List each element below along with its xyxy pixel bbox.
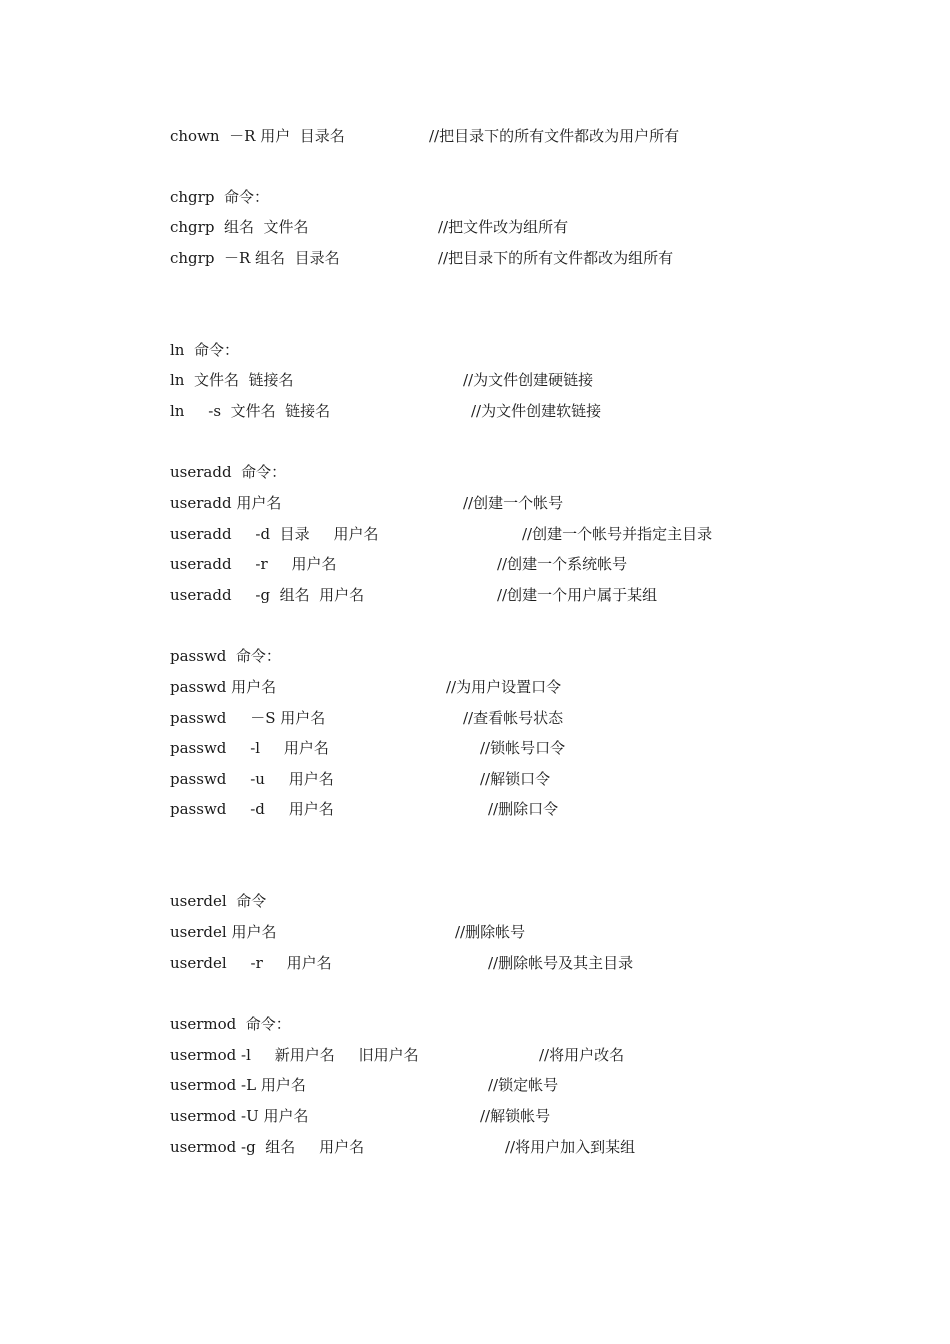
command-text: passwd -u 用户名	[170, 770, 334, 788]
section-heading-text: chgrp 命令：	[170, 188, 269, 206]
section-heading-text: passwd 命令：	[170, 647, 281, 665]
command-line	[0, 246, 950, 270]
command-line	[0, 399, 950, 423]
command-text: usermod -U 用户名	[170, 1107, 309, 1125]
command-comment: //创建一个系统帐号	[497, 555, 628, 573]
command-text: useradd -r 用户名	[170, 555, 337, 573]
section-heading	[0, 185, 950, 209]
section-heading-text: ln 命令：	[170, 341, 239, 359]
command-text: passwd -l 用户名	[170, 739, 329, 757]
command-line	[0, 215, 950, 239]
command-line	[0, 522, 950, 546]
command-text: chgrp 组名 文件名	[170, 218, 309, 236]
command-line	[0, 491, 950, 515]
command-comment: //查看帐号状态	[463, 709, 564, 727]
command-comment: //把目录下的所有文件都改为组所有	[438, 249, 674, 267]
section-heading	[0, 338, 950, 362]
command-comment: //把目录下的所有文件都改为用户所有	[429, 127, 680, 145]
command-line	[0, 583, 950, 607]
command-line	[0, 675, 950, 699]
command-comment: //为文件创建硬链接	[463, 371, 594, 389]
command-line	[0, 797, 950, 821]
command-line	[0, 1043, 950, 1067]
command-line	[0, 767, 950, 791]
command-comment: //创建一个用户属于某组	[497, 586, 658, 604]
command-line	[0, 124, 950, 148]
command-text: usermod -g 组名 用户名	[170, 1138, 365, 1156]
command-text: ln -s 文件名 链接名	[170, 402, 331, 420]
command-line	[0, 920, 950, 944]
command-comment: //将用户改名	[539, 1046, 625, 1064]
command-text: userdel 用户名	[170, 923, 277, 941]
command-line	[0, 552, 950, 576]
section-heading-text: usermod 命令：	[170, 1015, 291, 1033]
command-comment: //为用户设置口令	[446, 678, 562, 696]
command-text: useradd -d 目录 用户名	[170, 525, 379, 543]
command-line	[0, 1104, 950, 1128]
command-text: passwd -d 用户名	[170, 800, 334, 818]
command-line	[0, 1073, 950, 1097]
command-comment: //删除帐号及其主目录	[488, 954, 634, 972]
command-comment: //创建一个帐号	[463, 494, 564, 512]
command-comment: //锁定帐号	[488, 1076, 559, 1094]
section-heading-text: useradd 命令：	[170, 463, 287, 481]
section-heading	[0, 889, 950, 913]
section-heading-text: userdel 命令	[170, 892, 267, 910]
command-text: passwd －S 用户名	[170, 709, 326, 727]
section-heading	[0, 1012, 950, 1036]
command-comment: //解锁帐号	[480, 1107, 551, 1125]
section-heading	[0, 644, 950, 668]
command-comment: //把文件改为组所有	[438, 218, 569, 236]
command-line	[0, 951, 950, 975]
command-text: chown －R 用户 目录名	[170, 127, 345, 145]
command-comment: //解锁口令	[480, 770, 551, 788]
command-comment: //将用户加入到某组	[505, 1138, 636, 1156]
command-text: useradd -g 组名 用户名	[170, 586, 365, 604]
command-comment: //删除帐号	[455, 923, 526, 941]
command-comment: //删除口令	[488, 800, 559, 818]
command-text: ln 文件名 链接名	[170, 371, 294, 389]
command-text: chgrp －R 组名 目录名	[170, 249, 340, 267]
section-heading	[0, 460, 950, 484]
command-line	[0, 1135, 950, 1159]
command-text: userdel -r 用户名	[170, 954, 332, 972]
command-text: passwd 用户名	[170, 678, 277, 696]
command-line	[0, 736, 950, 760]
command-comment: //锁帐号口令	[480, 739, 566, 757]
command-text: useradd 用户名	[170, 494, 282, 512]
command-text: usermod -l 新用户名 旧用户名	[170, 1046, 419, 1064]
command-comment: //为文件创建软链接	[471, 402, 602, 420]
command-text: usermod -L 用户名	[170, 1076, 306, 1094]
command-line	[0, 368, 950, 392]
command-comment: //创建一个帐号并指定主目录	[522, 525, 713, 543]
command-line	[0, 706, 950, 730]
